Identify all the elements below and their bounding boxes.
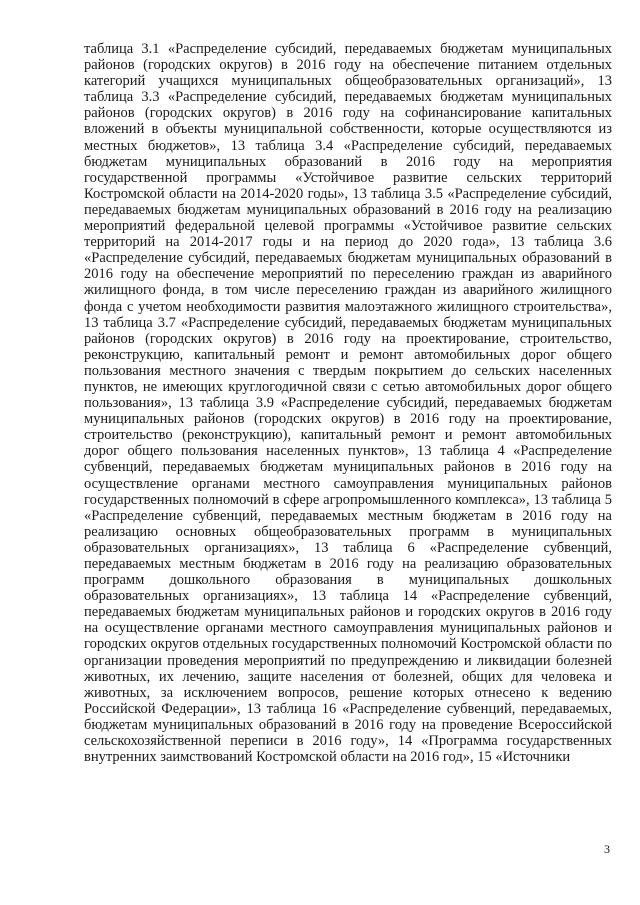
page-number: 3 bbox=[604, 842, 610, 856]
body-paragraph: таблица 3.1 «Распределение субсидий, передаваемых бюджетам муниципальных районов (городских округов) в 2016 году на обеспечение питанием отдельных категорий учащихся муниципальных общеобразовательных организаций», 13 таблица 3.3 «Распределение субсидий, передаваемых бюджетам муниципальных районов (городских округов) в 2016 году на софинансирование капитальных вложений в объекты муниципальной собственности, которые осуществляются из местных бюджетов», 13 таблица 3.4 «Распределение субсидий, передаваемых бюджетам муниципальных образований в 2016 году на мероприятия государственной программы «Устойчивое развитие сельских территорий Костромской области на 2014-2020 годы», 13 таблица 3.5 «Распределение субсидий, передаваемых бюджетам муниципальных образований в 2016 году на реализацию мероприятий федеральной целевой программы «Устойчивое развитие сельских территорий на 2014-2017 годы и на период до 2020 года», 13 таблица 3.6 «Распределение субсидий, передаваемых бюджетам муниципальных образований в 2016 году на обеспечение мероприятий по переселению граждан из аварийного жилищного фонда, в том числе переселению граждан из аварийного жилищного фонда с учетом необходимости развития малоэтажного жилищного строительства», 13 таблица 3.7 «Распределение субсидий, передаваемых бюджетам муниципальных районов (городских округов) в 2016 году на проектирование, строительство, реконструкцию, капитальный ремонт и ремонт автомобильных дорог общего пользования местного значения с твердым покрытием до сельских населенных пунктов, не имеющих круглогодичной связи с сетью автомобильных дорог общего пользования», 13 таблица 3.9 «Распределение субсидий, передаваемых бюджетам муниципальных районов (городских округов) в 2016 году на проектирование, строительство (реконструкцию), капитальный ремонт и ремонт автомобильных дорог общего пользования населенных пунктов», 13 таблица 4 «Распределение субвенций, передаваемых бюджетам муниципальных районов в 2016 году на осуществление органами местного самоуправления муниципальных районов государственных полномочий в сфере агропромышленного комплекса», 13 таблица 5 «Распределение субвенций, передаваемых местным бюджетам в 2016 году на реализацию основных общеобразовательных программ в муниципальных образовательных организациях», 13 таблица 6 «Распределение субвенций, передаваемых местным бюджетам в 2016 году на реализацию образовательных программ дошкольного образования в муниципальных дошкольных образовательных организациях», 13 таблица 14 «Распределение субвенций, передаваемых бюджетам муниципальных районов и городских округов в 2016 году на осуществление органами местного самоуправления муниципальных районов и городских округов отдельных государственных полномочий Костромской области по организации проведения мероприятий по предупреждению и ликвидации болезней животных, их лечению, защите населения от болезней, общих для человека и животных, за исключением вопросов, решение которых отнесено к ведению Российской Федерации», 13 таблица 16 «Распределение субвенций, передаваемых, бюджетам муниципальных образований в 2016 году на проведение Всероссийской сельскохозяйственной переписи в 2016 году», 14 «Программа государственных внутренних заимствований Костромской области на 2016 год», 15 «Источники bbox=[84, 41, 612, 766]
